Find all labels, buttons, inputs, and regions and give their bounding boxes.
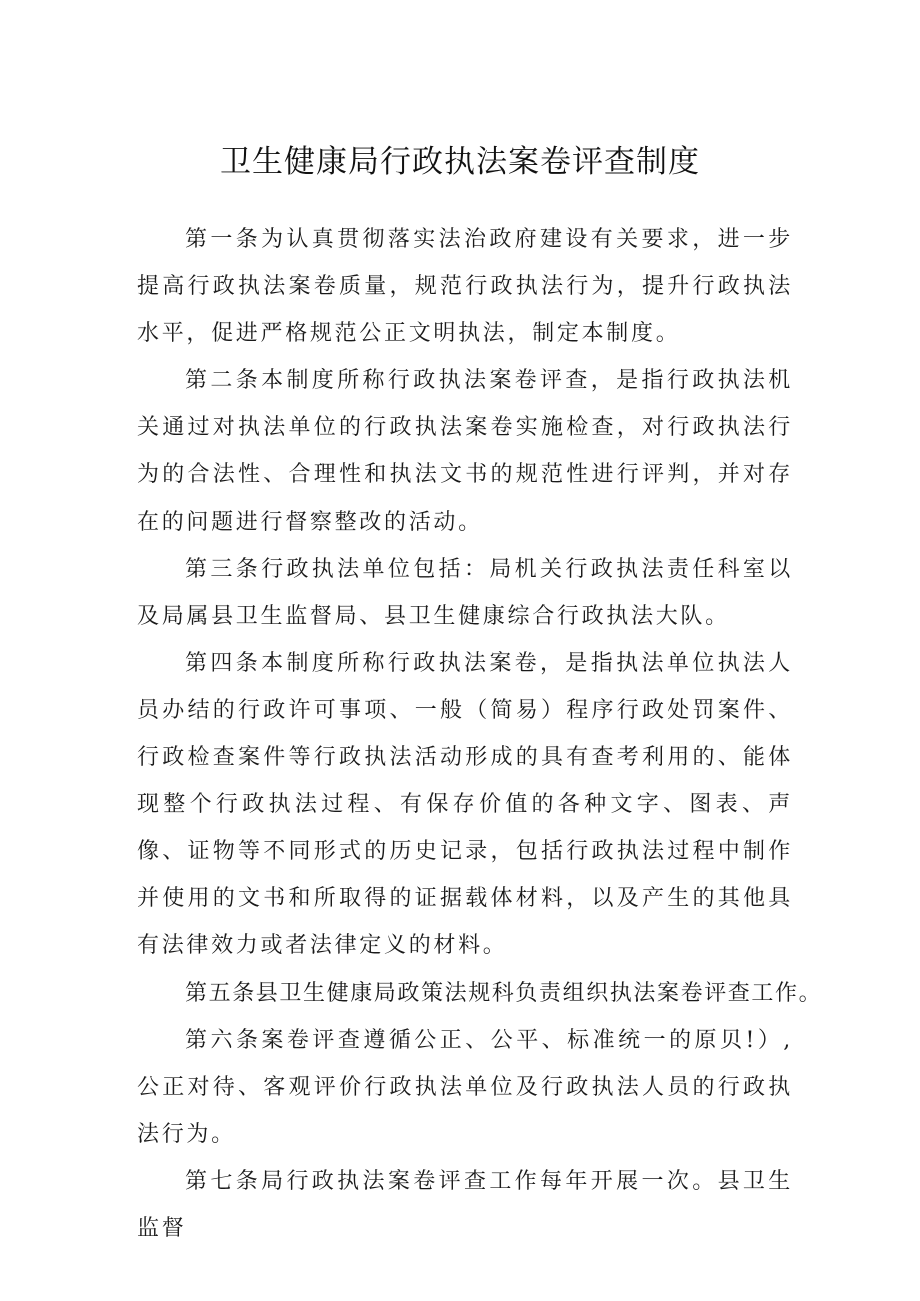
article-3-paragraph: 第三条行政执法单位包括：局机关行政执法责任科室以及局属县卫生监督局、县卫生健康综合行政执法大队。 [137, 556, 793, 629]
document-body [137, 216, 823, 1252]
article-2-paragraph: 第二条本制度所称行政执法案卷评查，是指行政执法机关通过对执法单位的行政执法案卷实施检查，对行政执法行为的合法性、合理性和执法文书的规范性进行评判，并对存在的问题进行督察整改的活动。 [137, 368, 793, 535]
article-1-paragraph: 第一条为认真贯彻落实法治政府建设有关要求，进一步提高行政执法案卷质量，规范行政执法行为，提升行政执法水平，促进严格规范公正文明执法，制定本制度。 [137, 227, 793, 347]
article-7-paragraph: 第七条局行政执法案卷评查工作每年开展一次。县卫生监督 [137, 1168, 793, 1241]
document-title: 卫生健康局行政执法案卷评查制度 [220, 144, 700, 180]
article-5-paragraph: 第五条县卫生健康局政策法规科负责组织执法案卷评查工作。 [185, 980, 823, 1006]
article-6-paragraph: 第六条案卷评查遵循公正、公平、标准统一的原贝!）,公正对待、客观评价行政执法单位及行政执法人员的行政执法行为。 [137, 1027, 793, 1147]
article-4-paragraph: 第四条本制度所称行政执法案卷，是指执法单位执法人员办结的行政许可事项、一般（简易）程序行政处罚案件、行政检查案件等行政执法活动形成的具有查考利用的、能体现整个行政执法过程、有保存价值的各种文字、图表、声像、证物等不同形式的历史记录，包括行政执法过程中制作并使用的文书和所取得的证据载体材料，以及产生的其他具有法律效力或者法律定义的材料。 [137, 650, 793, 959]
